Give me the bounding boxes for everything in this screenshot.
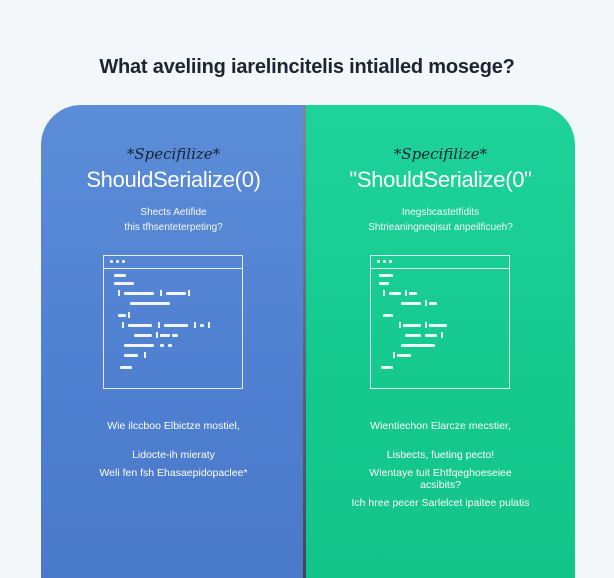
right-desc-line: Shtrieaningneqisut anpeilficueh? — [368, 222, 513, 233]
left-desc-line: Shects Aetifide — [140, 207, 207, 218]
left-note: Weli fen fsh Ehasaepidopaclee* — [99, 467, 248, 479]
left-note: Wie ilccboo Elbictze mostiel, — [107, 420, 240, 432]
right-note: Wientaye tuit Ehtfqeghoeseiee — [369, 467, 512, 479]
right-note: Ich hree pecer Sarlelcet ipaitee pulatis — [351, 497, 530, 509]
left-note: Lidocte-ih mieraty — [132, 449, 215, 461]
right-panel-tag: *Specifilize* — [393, 145, 488, 163]
window-titlebar — [104, 256, 242, 269]
right-panel — [306, 105, 575, 578]
code-window-icon — [370, 255, 510, 389]
right-note: Lisbects, fueting pecto! — [386, 449, 495, 461]
right-note: Wientiechon Elarcze mecstier, — [370, 420, 511, 432]
right-note: acsibits? — [420, 479, 461, 491]
page-title: What aveliing iarelincitelis intialled mosege? — [99, 56, 515, 78]
left-panel-description — [41, 205, 306, 235]
left-panel-heading: ShouldSerialize(0) — [86, 167, 261, 192]
right-desc-line: Inegsbcastetfidits — [401, 207, 480, 218]
right-panel-heading: "ShouldSerialize(0" — [349, 167, 532, 192]
right-panel-description — [306, 205, 575, 235]
code-window-icon — [103, 255, 243, 389]
left-desc-line: this tfhsenteterpeting? — [124, 222, 223, 233]
left-panel-tag: *Specifilize* — [126, 145, 221, 163]
window-titlebar — [371, 256, 509, 269]
left-panel — [41, 105, 306, 578]
